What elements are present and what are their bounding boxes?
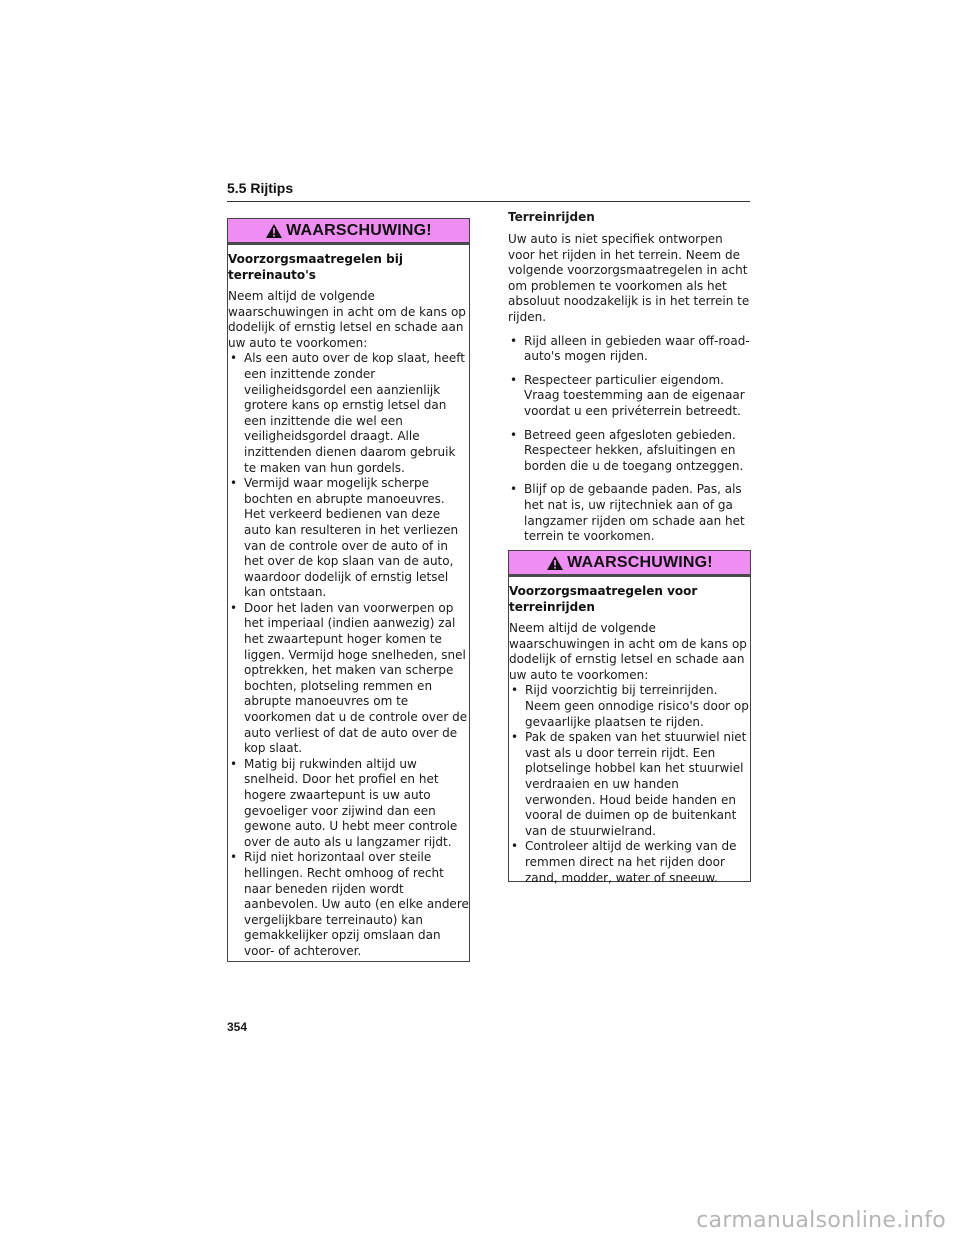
terrain-section: [508, 210, 751, 553]
warning-intro: Neem altijd de volgende waarschuwingen in acht om de kans op dodelijk of ernstig letsel en schade aan uw auto te voorkomen:: [228, 289, 466, 350]
warning-triangle-icon: [546, 555, 564, 571]
warning-box-offroad-vehicles: [227, 218, 470, 962]
warning-triangle-icon: [265, 223, 283, 239]
list-item: • Controleer altijd de werking van de remmen direct na het rijden door zand, modder, water of sneeuw.: [509, 839, 750, 886]
list-item: • Rijd voorzichtig bij terreinrijden. Neem geen onnodige risico's door op gevaarlijke plaatsen te rijden.: [509, 683, 750, 730]
list-item: • Rijd alleen in gebieden waar off-road-auto's mogen rijden.: [508, 334, 751, 365]
list-item: • Pak de spaken van het stuurwiel niet vast als u door terrein rijdt. Een plotselinge hobbel kan het stuurwiel verdraaien en uw handen verwonden. Houd beide handen en vooral de duimen op de buitenkant van de stuurwielrand.: [509, 730, 750, 839]
warning-title: Voorzorgsmaatregelen voor terreinrijden: [509, 584, 698, 614]
warning-list: [228, 351, 469, 959]
warning-body: [509, 577, 750, 890]
list-item: • Respecteer particulier eigendom. Vraag toestemming aan de eigenaar voordat u een privéterrein betreedt.: [508, 373, 751, 420]
terrain-heading: Terreinrijden: [508, 210, 595, 224]
warning-label: WAARSCHUWING!: [567, 553, 713, 571]
warning-header: [228, 219, 469, 245]
list-item: • Matig bij rukwinden altijd uw snelheid. Door het profiel en het hogere zwaartepunt is uw auto gevoeliger voor zijwind dan een gewone auto. U hebt meer controle over de auto als u langzamer rijdt.: [228, 757, 469, 851]
list-item: • Blijf op de gebaande paden. Pas, als het nat is, uw rijtechniek aan of ga langzamer rijden om schade aan het terrein te voorkomen.: [508, 482, 751, 544]
warning-title: Voorzorgsmaatregelen bij terreinauto's: [228, 252, 403, 282]
section-header: [227, 178, 750, 202]
warning-intro: Neem altijd de volgende waarschuwingen in acht om de kans op dodelijk of ernstig letsel en schade aan uw auto te voorkomen:: [509, 621, 747, 682]
warning-label: WAARSCHUWING!: [286, 221, 432, 239]
list-item: • Betreed geen afgesloten gebieden. Respecteer hekken, afsluitingen en borden die u de toegang ontzeggen.: [508, 428, 751, 475]
section-title: 5.5 Rijtips: [227, 180, 294, 196]
list-item: • Door het laden van voorwerpen op het imperiaal (indien aanwezig) zal het zwaartepunt hoger komen te liggen. Vermijd hoge snelheden, snel optrekken, het maken van scherpe bochten, plotseling remmen en abrupte manoeuvres om te voorkomen dat u de controle over de auto verliest of dat de auto over de kop slaat.: [228, 601, 469, 757]
warning-header: [509, 551, 750, 577]
list-item: • Vermijd waar mogelijk scherpe bochten en abrupte manoeuvres. Het verkeerd bedienen van deze auto kan resulteren in het verliezen van de controle over de auto of in het over de kop slaan van de auto, waardoor dodelijk of ernstig letsel kan ontstaan.: [228, 476, 469, 601]
terrain-intro: Uw auto is niet specifiek ontworpen voor het rijden in het terrein. Neem de volgende voorzorgsmaatregelen in acht om problemen te voorkomen als het absoluut noodzakelijk is in het terrein te rijden.: [508, 232, 750, 324]
warning-box-terrain-driving: [508, 550, 751, 885]
warning-body: [228, 245, 469, 964]
watermark: carmanualsonline.info: [696, 1208, 946, 1233]
list-item: • Als een auto over de kop slaat, heeft een inzittende zonder veiligheidsgordel een aanzienlijk grotere kans op ernstig letsel dan een inzittende die wel een veiligheidsgordel draagt. Alle inzittenden dienen daarom gebruik te maken van hun gordels.: [228, 351, 469, 476]
page-number: 354: [227, 1020, 248, 1034]
terrain-list: [508, 334, 751, 545]
list-item: • Rijd niet horizontaal over steile hellingen. Recht omhoog of recht naar beneden rijden wordt aanbevolen. Uw auto (en elke andere vergelijkbare terreinauto) kan gemakkelijker opzij omslaan dan voor- of achterover.: [228, 850, 469, 959]
warning-list: [509, 683, 750, 886]
